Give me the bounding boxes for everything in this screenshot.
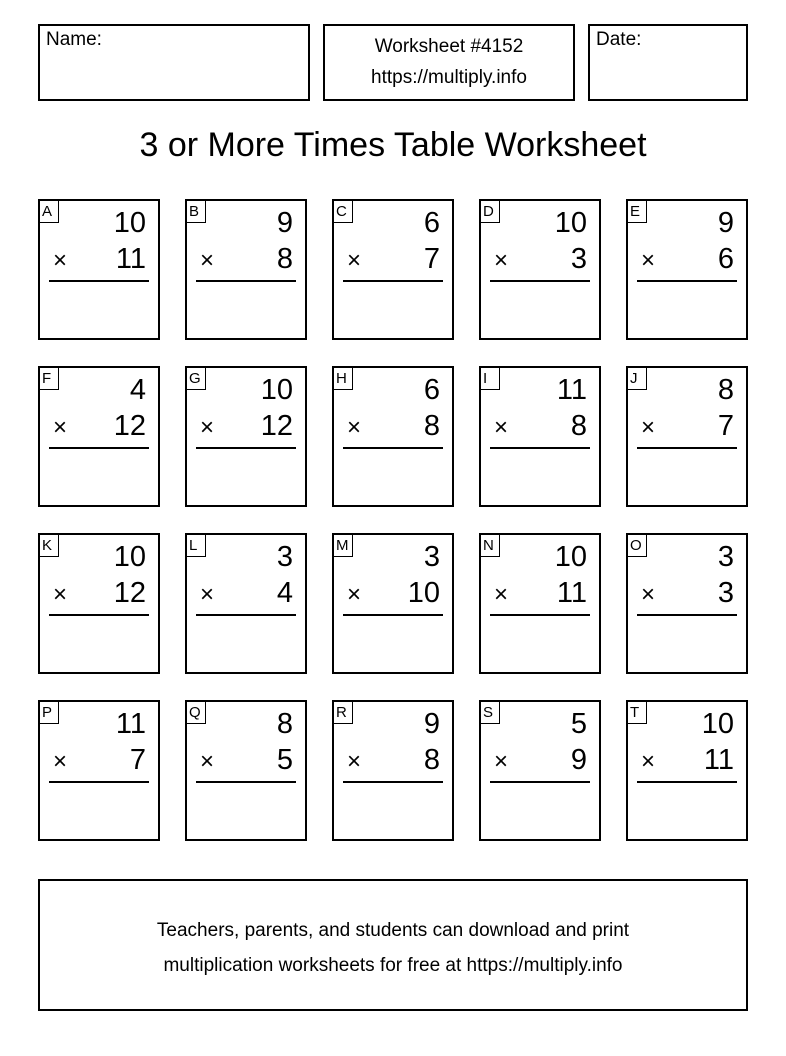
multiplier: 12 <box>113 410 146 442</box>
problem-label: C <box>334 201 353 223</box>
problem-card[interactable] <box>185 700 307 841</box>
answer-line <box>343 447 443 449</box>
multiplier: 6 <box>717 243 734 275</box>
times-sign: × <box>53 247 68 274</box>
times-sign: × <box>494 581 509 608</box>
problem-card[interactable] <box>38 199 160 340</box>
multiplicand: 4 <box>129 374 146 406</box>
problem-card[interactable] <box>626 533 748 674</box>
problem-label: P <box>40 702 59 724</box>
times-sign: × <box>641 748 656 775</box>
problem-card[interactable] <box>38 700 160 841</box>
problem-card[interactable] <box>332 533 454 674</box>
multiplier: 11 <box>115 243 146 275</box>
answer-line <box>49 447 149 449</box>
multiplier: 8 <box>276 243 293 275</box>
problem-card[interactable] <box>38 366 160 507</box>
times-sign: × <box>53 581 68 608</box>
footer-text <box>40 913 746 983</box>
answer-line <box>637 280 737 282</box>
answer-line <box>343 781 443 783</box>
name-field-box[interactable] <box>38 24 310 101</box>
multiplicand: 3 <box>423 541 440 573</box>
problem-card[interactable] <box>626 199 748 340</box>
worksheet-info-box <box>323 24 575 101</box>
multiplicand: 9 <box>717 207 734 239</box>
multiplier: 9 <box>570 744 587 776</box>
times-sign: × <box>53 748 68 775</box>
multiplier: 4 <box>276 577 293 609</box>
problem-label: H <box>334 368 353 390</box>
multiplier: 7 <box>423 243 440 275</box>
times-sign: × <box>641 581 656 608</box>
multiplier: 3 <box>717 577 734 609</box>
problem-card[interactable] <box>38 533 160 674</box>
times-sign: × <box>347 247 362 274</box>
multiplier: 8 <box>423 410 440 442</box>
times-sign: × <box>494 247 509 274</box>
times-sign: × <box>200 247 215 274</box>
problem-label: O <box>628 535 647 557</box>
problem-card[interactable] <box>479 700 601 841</box>
footer-box <box>38 879 748 1011</box>
problem-label: R <box>334 702 353 724</box>
multiplicand: 3 <box>717 541 734 573</box>
problem-label: N <box>481 535 500 557</box>
problem-card[interactable] <box>332 199 454 340</box>
multiplier: 12 <box>260 410 293 442</box>
multiplier: 8 <box>570 410 587 442</box>
answer-line <box>49 781 149 783</box>
multiplier: 3 <box>570 243 587 275</box>
answer-line <box>637 447 737 449</box>
problem-card[interactable] <box>479 533 601 674</box>
answer-line <box>343 614 443 616</box>
answer-line <box>490 280 590 282</box>
date-label: Date: <box>596 29 642 50</box>
problem-label: S <box>481 702 500 724</box>
worksheet-number: Worksheet #4152 <box>374 36 524 57</box>
problem-card[interactable] <box>626 700 748 841</box>
multiplier: 8 <box>423 744 440 776</box>
multiplicand: 10 <box>701 708 734 740</box>
multiplicand: 10 <box>260 374 293 406</box>
times-sign: × <box>347 414 362 441</box>
name-label: Name: <box>46 29 102 50</box>
problem-label: L <box>187 535 206 557</box>
answer-line <box>49 614 149 616</box>
multiplicand: 3 <box>276 541 293 573</box>
answer-line <box>637 781 737 783</box>
multiplicand: 8 <box>276 708 293 740</box>
problem-card[interactable] <box>479 199 601 340</box>
times-sign: × <box>347 748 362 775</box>
multiplicand: 10 <box>554 541 587 573</box>
problem-card[interactable] <box>626 366 748 507</box>
worksheet-url: https://multiply.info <box>371 67 527 88</box>
problem-label: B <box>187 201 206 223</box>
times-sign: × <box>494 748 509 775</box>
answer-line <box>490 781 590 783</box>
answer-line <box>196 614 296 616</box>
multiplicand: 6 <box>423 207 440 239</box>
times-sign: × <box>641 414 656 441</box>
problem-card[interactable] <box>185 366 307 507</box>
footer-line: Teachers, parents, and students can download and print <box>156 920 630 941</box>
multiplier: 10 <box>407 577 440 609</box>
multiplicand: 5 <box>570 708 587 740</box>
times-sign: × <box>200 581 215 608</box>
problem-label: M <box>334 535 353 557</box>
problem-label: K <box>40 535 59 557</box>
multiplicand: 8 <box>717 374 734 406</box>
multiplicand: 6 <box>423 374 440 406</box>
answer-line <box>343 280 443 282</box>
problem-card[interactable] <box>332 700 454 841</box>
multiplicand: 10 <box>113 541 146 573</box>
problem-label: D <box>481 201 500 223</box>
times-sign: × <box>200 414 215 441</box>
page-title: 3 or More Times Table Worksheet <box>139 126 647 164</box>
times-sign: × <box>494 414 509 441</box>
problem-label: E <box>628 201 647 223</box>
times-sign: × <box>347 581 362 608</box>
problem-card[interactable] <box>332 366 454 507</box>
answer-line <box>196 781 296 783</box>
multiplier: 11 <box>556 577 587 609</box>
answer-line <box>490 614 590 616</box>
answer-line <box>49 280 149 282</box>
problem-card[interactable] <box>185 199 307 340</box>
date-field-box[interactable] <box>588 24 748 101</box>
multiplier: 5 <box>276 744 293 776</box>
footer-line: multiplication worksheets for free at https://multiply.info <box>163 955 623 976</box>
multiplicand: 11 <box>556 374 587 406</box>
times-sign: × <box>200 748 215 775</box>
answer-line <box>637 614 737 616</box>
multiplicand: 9 <box>276 207 293 239</box>
problem-label: T <box>628 702 647 724</box>
times-sign: × <box>53 414 68 441</box>
multiplicand: 9 <box>423 708 440 740</box>
multiplicand: 10 <box>113 207 146 239</box>
answer-line <box>196 447 296 449</box>
problem-card[interactable] <box>185 533 307 674</box>
multiplicand: 11 <box>115 708 146 740</box>
problem-card[interactable] <box>479 366 601 507</box>
multiplier: 7 <box>717 410 734 442</box>
multiplier: 12 <box>113 577 146 609</box>
problem-label: I <box>481 368 500 390</box>
multiplier: 11 <box>703 744 734 776</box>
answer-line <box>490 447 590 449</box>
times-sign: × <box>641 247 656 274</box>
problem-label: J <box>628 368 647 390</box>
problem-label: A <box>40 201 59 223</box>
multiplicand: 10 <box>554 207 587 239</box>
problem-label: Q <box>187 702 206 724</box>
problem-label: F <box>40 368 59 390</box>
answer-line <box>196 280 296 282</box>
problem-label: G <box>187 368 206 390</box>
multiplier: 7 <box>129 744 146 776</box>
